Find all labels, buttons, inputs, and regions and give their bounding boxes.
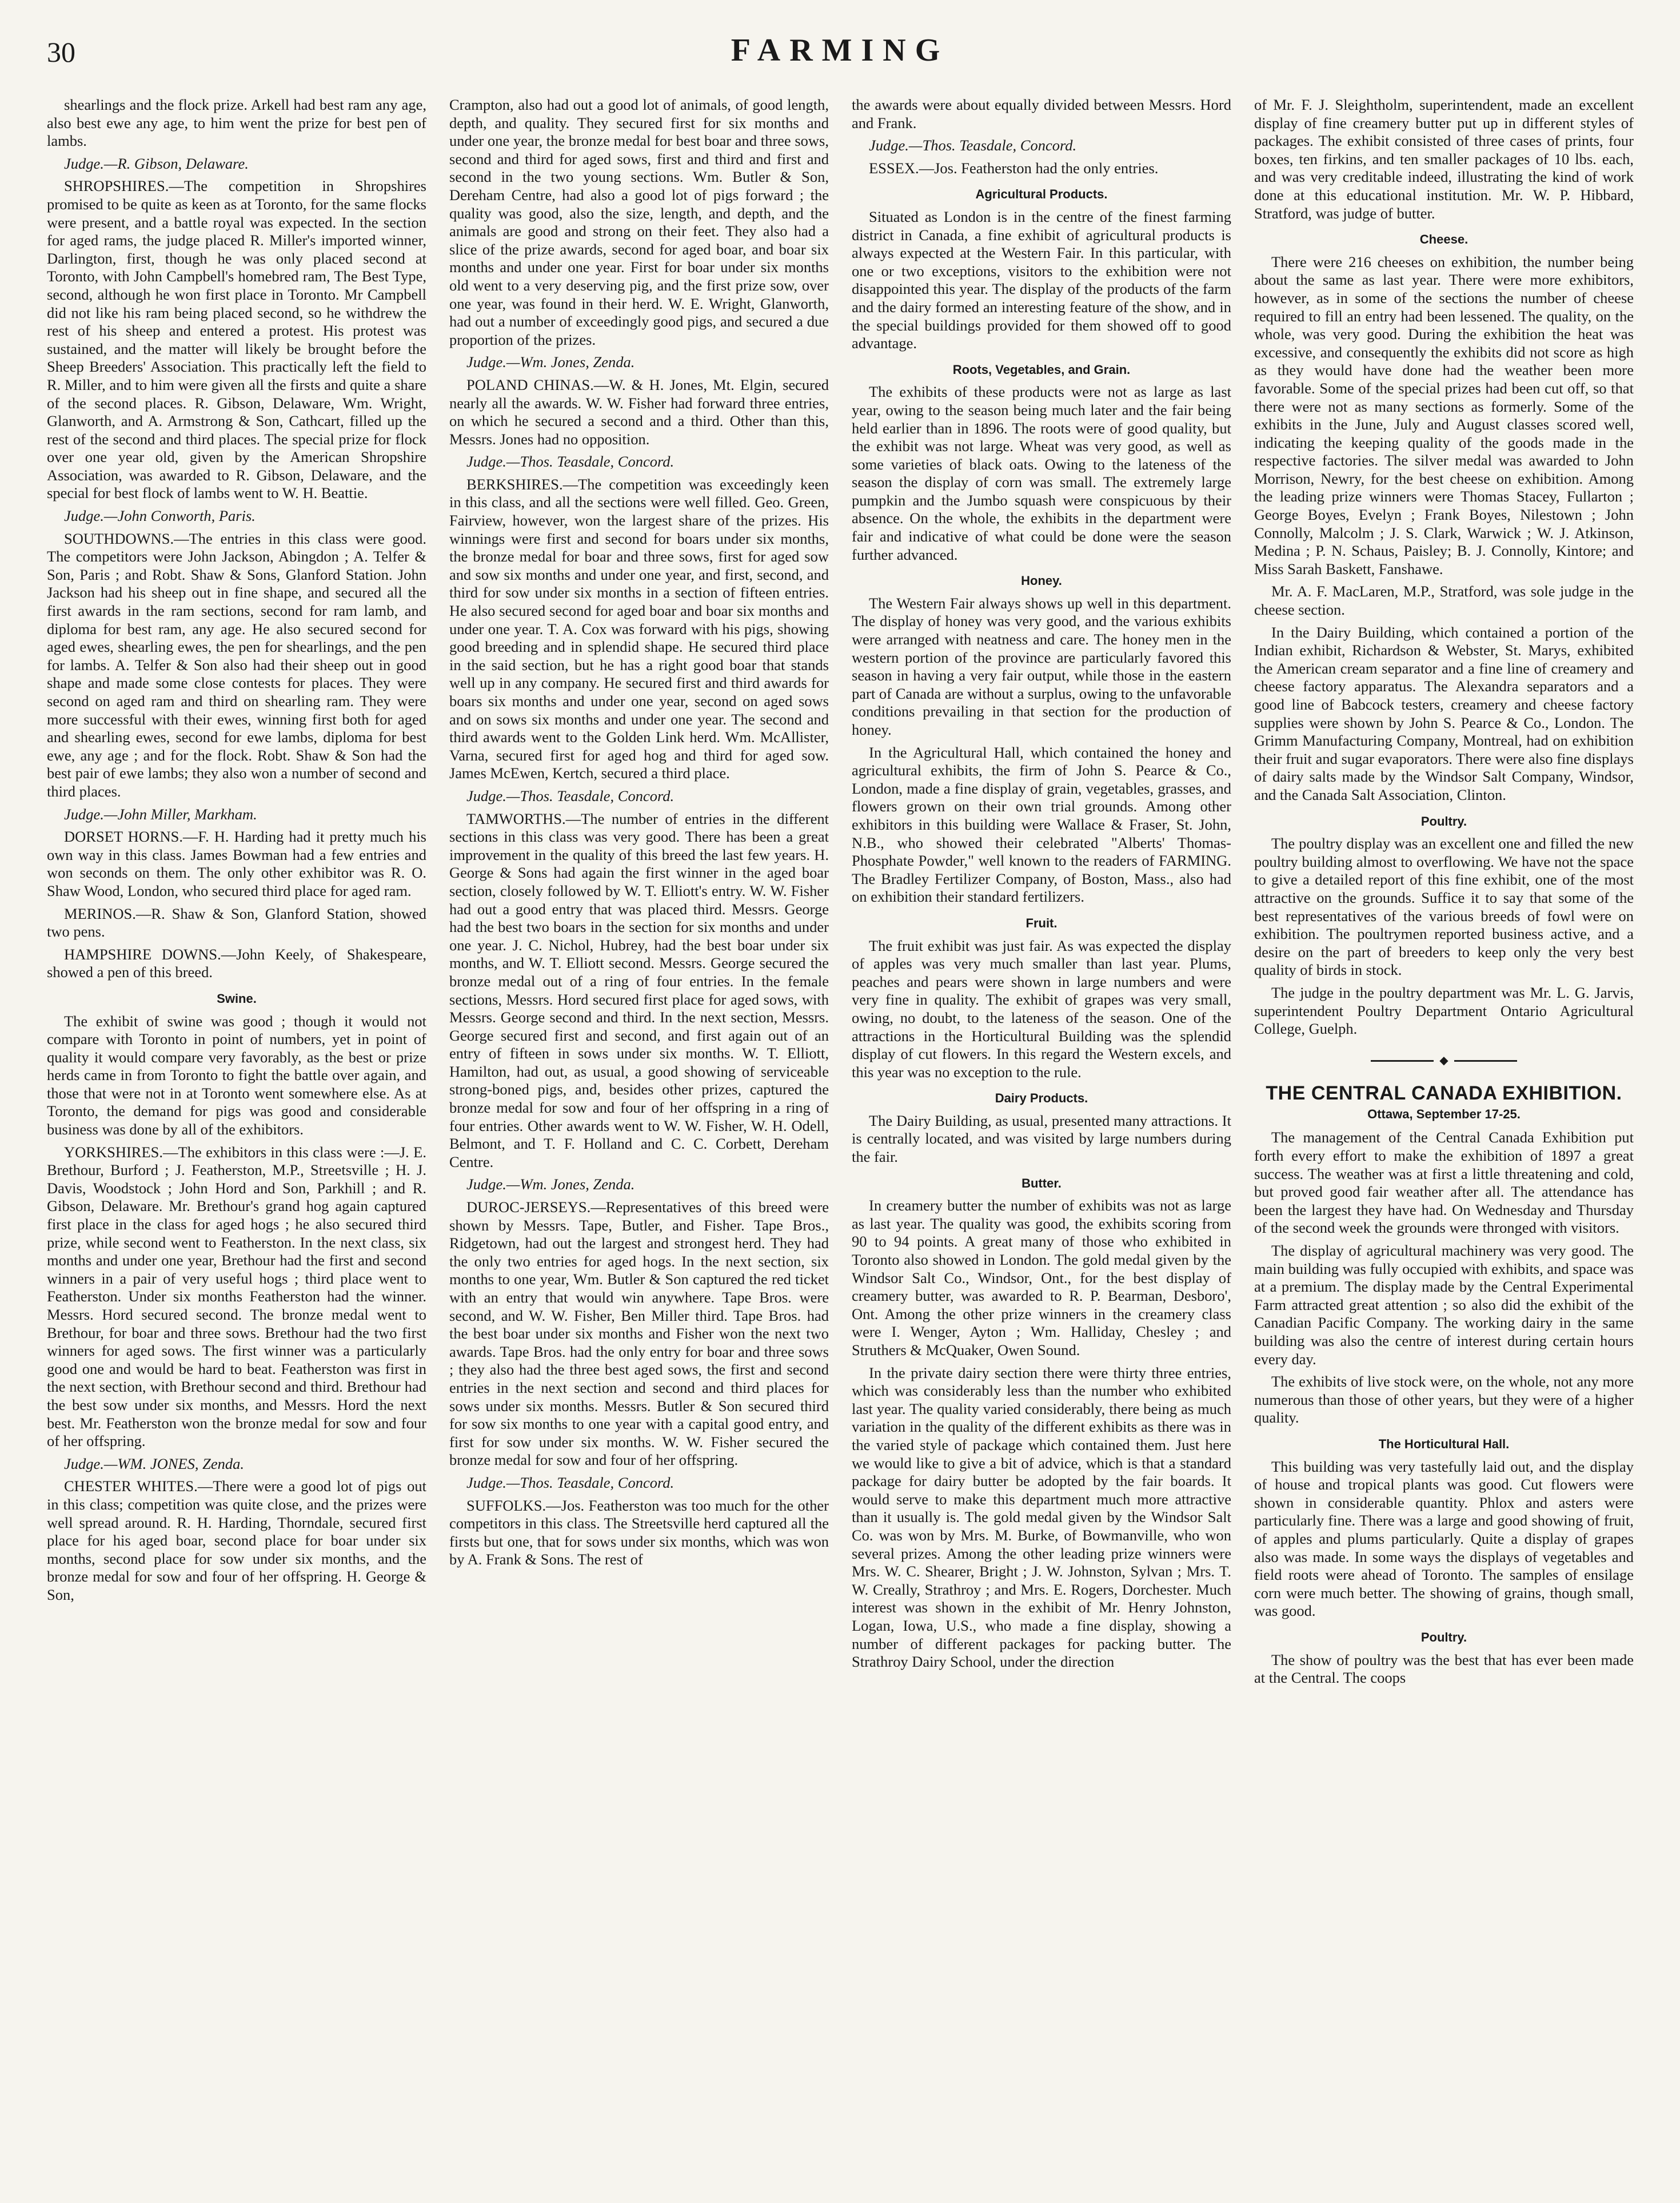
paragraph: YORKSHIRES.—The exhibitors in this class were :—J. E. Brethour, Burford ; J. Featherston, M.P., Streetsville ; H. J. Davis, Woodstock ; John Hord and Son, Parkhill ; and R. Gibson, Delaware. Mr. Brethour's grand hog again captured first place in the class for aged hogs ; he also secured third prize, while second went to Featherston. In the next class, six months and under one year, Brethour had the first and second winners in a pair of very useful hogs ; third place went to Featherston. Under six months Featherston had the winner. Messrs. Hord secured second. The bronze medal went to Brethour, for boar and three sows. Brethour had the two first winners for aged sows. The first winner was a particularly good one and would be hard to beat. Featherston was first in the next section, with Brethour second and third. Brethour had the best sow under six months, and Messrs. Hord the next best. Mr. Featherston won the bronze medal for sow and four of her offspring. xyxy=(47,1143,426,1450)
section-heading: The Horticultural Hall. xyxy=(1378,1436,1510,1451)
paragraph: POLAND CHINAS.—W. & H. Jones, Mt. Elgin, secured nearly all the awards. W. W. Fisher had forward three entries, on which he secured a second and a third. Other than this, Messrs. Jones had no opposition. xyxy=(449,376,829,448)
paragraph: The exhibit of swine was good ; though it would not compare with Toronto in point of numbers, yet in point of quality it would compare very favorably, as the best or prize herds came in from Toronto to fight the battle over again, and those that were not in at Toronto went somewhere else. As at Toronto, the demand for pigs was good and considerable business was done by all of the exhibitors. xyxy=(47,1012,426,1138)
paragraph: DUROC-JERSEYS.—Representatives of this breed were shown by Messrs. Tape, Butler, and Fisher. Tape Bros., Ridgetown, had out the largest and strongest herd. They had the only two entries for aged hogs. In the next section, six months to one year, Wm. Butler & Son captured the red ticket with an entry that would win anywhere. Tape Bros. were second, and W. W. Fisher, Ben Miller third. Tape Bros. had the best boar under six months and Fisher won the next two awards. Tape Bros. had the only entry for boar and three sows ; they also had the three best aged sows, the first and second entries in the next section and second and third places for sows under six months. Messrs. Butler & Son secured third for sow six months to one year with a capital good entry, and first for sow under six months. W. W. Fisher secured the bronze medal for sow and four of her offspring. xyxy=(449,1198,829,1469)
paragraph: The exhibits of these products were not as large as last year, owing to the season being much later and the fair being held earlier than in 1896. The roots were of good quality, but the exhibit was not large. Wheat was very good, as well as some varieties of black oats. Owing to the lateness of the season the display of corn was small. The extremely large pumpkin and the Jumbo squash were conspicuous by their absence. On the whole, the exhibits in the department were fair and indicative of what could be done were the season further advanced. xyxy=(852,383,1231,563)
paragraph: The judge in the poultry department was Mr. L. G. Jarvis, superintendent Poultry Department Ontario Agricultural College, Guelph. xyxy=(1254,983,1634,1038)
column-2 xyxy=(449,96,829,2183)
column-3 xyxy=(852,96,1231,2183)
divider-rule xyxy=(1371,1060,1434,1062)
section-heading: Roots, Vegetables, and Grain. xyxy=(952,362,1131,377)
paragraph: DORSET HORNS.—F. H. Harding had it pretty much his own way in this class. James Bowman had a few entries and won seconds on them. The only other exhibitor was R. O. Shaw Wood, London, who secured third place for aged ram. xyxy=(47,828,426,899)
paragraph: SHROPSHIRES.—The competition in Shropshires promised to be quite as keen as at Toronto, for the same flocks were present, and a battle royal was expected. In the section for aged rams, the judge placed R. Miller's imported winner, Darlington, first, though he was only placed second at Toronto, with John Campbell's homebred ram, The Best Type, second, although he won first place in Toronto. Mr Campbell did not like his ram being placed second, so he withdrew the rest of his sheep and entered a protest. His protest was sustained, and the matter will likely be brought before the Sheep Breeders' Association. This practically left the field to R. Miller, and to him were given all the firsts and quite a share of the second places. R. Gibson, Delaware, Wm. Wright, Glanworth, and A. Armstrong & Son, Cathcart, filled up the rest of the second and third places. The special prize for flock over one year old, given by the American Shropshire Association, was awarded to R. Gibson, Delaware, and the special for best flock of lambs went to W. H. Beattie. xyxy=(47,177,426,502)
paragraph: SUFFOLKS.—Jos. Featherston was too much for the other competitors in this class. The Streetsville herd captured all the firsts but one, that for sows under six months, which was won by A. Frank & Sons. The rest of xyxy=(449,1496,829,1568)
paragraph: The Dairy Building, as usual, presented many attractions. It is centrally located, and was visited by large numbers during the fair. xyxy=(852,1112,1231,1166)
paragraph: In creamery butter the number of exhibits was not as large as last year. The quality was good, the exhibits scoring from 90 to 94 points. A great many of those who exhibited in Toronto also showed in London. The gold medal given by the Windsor Salt Co., Windsor, Ont., for the best display of creamery butter, was awarded to R. P. Bearman, Desboro', Ont. Among the other prize winners in the creamery class were I. Wenger, Ayton ; Wm. Halliday, Chesley ; and Struthers & McQuaker, Owen Sound. xyxy=(852,1197,1231,1359)
paragraph: The poultry display was an excellent one and filled the new poultry building almost to overflowing. We have not the space to give a detailed report of this fine exhibit, one of the most attractive on the grounds. Suffice it to say that some of the best representatives of the various breeds of fowl were on exhibition. The poultrymen reported business active, and a desire on the part of breeders to keep only the very best quality of birds in stock. xyxy=(1254,835,1634,979)
judge-line: Judge.—John Conworth, Paris. xyxy=(64,507,256,525)
judge-line: Judge.—John Miller, Markham. xyxy=(64,805,257,823)
paragraph: The fruit exhibit was just fair. As was expected the display of apples was very much smaller than last year. Plums, peaches and pears were shown in large numbers and were very fine in quality. The exhibit of grapes was very small, owing, no doubt, to the lateness of the season. One of the attractions in the Horticultural Building was the splendid display of cut flowers. In this regard the Western excels, and this year was no exception to the rule. xyxy=(852,937,1231,1081)
paragraph: of Mr. F. J. Sleightholm, superintendent, made an excellent display of fine creamery butter put up in different styles of packages. The exhibit consisted of three cases of prints, four boxes, ten firkins, and ten smaller packages of 10 lbs. each, and was very creditable indeed, illustrating the kind of work done at this educational institution. Mr. W. P. Hibbard, Stratford, was judge of butter. xyxy=(1254,96,1634,222)
divider-rule xyxy=(1454,1060,1517,1062)
judge-line: Judge.—Thos. Teasdale, Concord. xyxy=(869,137,1077,154)
paragraph: The exhibits of live stock were, on the whole, not any more numerous than those of other years, but they were of a higher quality. xyxy=(1254,1373,1634,1427)
judge-line: Judge.—Thos. Teasdale, Concord. xyxy=(466,1473,675,1491)
paragraph: Crampton, also had out a good lot of animals, of good length, depth, and quality. They secured first for six months and under one year, the bronze medal for best boar and three sows, second and third for aged sows, first and third and first and second in the two young sections. Wm. Butler & Son, Dereham Centre, had also a good lot of pigs forward ; the quality was good, also the size, length, and depth, and the animals are good and strong on their feet. They also had a slice of the prize awards, second for aged boar, and boar six months and under one year. First for boar under six months old went to a very deserving pig, and the first prize sow, over one year, was found in their herd. W. E. Wright, Glanworth, had out a number of exceedingly good pigs, and secured a due proportion of the prizes. xyxy=(449,96,829,348)
paragraph: In the Agricultural Hall, which contained the honey and agricultural exhibits, the firm of John S. Pearce & Co., London, made a fine display of grain, vegetables, grasses, and flowers grown on their own trial grounds. Among other exhibitors in this building were Wallace & Fraser, St. John, N.B., who showed their celebrated "Alberts' Thomas-Phosphate Powder," well known to the readers of FARMING. The Bradley Fertilizer Company, of Boston, Mass., also had on exhibition their standard fertilizers. xyxy=(852,743,1231,906)
column-4 xyxy=(1254,96,1634,2183)
paragraph: The Western Fair always shows up well in this department. The display of honey was very good, and the various exhibits were arranged with neatness and care. The honey men in the western portion of the province are particularly favored this season in having a very fair output, while those in the eastern part of Canada are without a surplus, owing to the unfavorable conditions prevailing in that section for the production of honey. xyxy=(852,594,1231,738)
paragraph: In the Dairy Building, which contained a portion of the Indian exhibit, Richardson & Webster, St. Marys, exhibited the American cream separator and a fine line of creamery and cheese factory apparatus. The Alexandra separators and a good line of Babcock testers, creamery and cheese factory supplies were shown by John S. Pearce & Co., London. The Grimm Manufacturing Company, Montreal, had on exhibition their fruit and sugar evaporators. There were also fine displays of dairy salts made by the Windsor Salt Company, Windsor, and the Canada Salt Association, Clinton. xyxy=(1254,623,1634,803)
running-head: FARMING xyxy=(731,33,949,68)
section-heading: Poultry. xyxy=(1420,814,1467,828)
section-heading: Dairy Products. xyxy=(995,1091,1088,1106)
paragraph: SOUTHDOWNS.—The entries in this class were good. The competitors were John Jackson, Abingdon ; A. Telfer & Son, Paris ; and Robt. Shaw & Sons, Glanford Station. John Jackson had his sheep out in fine shape, and secured all the first awards in the ram sections, second for ram lamb, and diploma for best ram, any age. He also secured second for aged ewes, shearling ewes, the pen for shearlings, and the pen for lambs. A. Telfer & Son also had their sheep out in good shape and made some close contests for places. They were second on aged ram and third on shearling ram. They were more successful with their ewes, winning first both for aged and shearling ewes, second for ewe lambs, diploma for best ewe, any age ; and for the flock. Robt. Shaw & Son had the best pair of ewe lambs; they also won a number of second and third places. xyxy=(47,529,426,800)
section-heading: Butter. xyxy=(1021,1176,1062,1190)
paragraph: The display of agricultural machinery was very good. The main building was fully occupied with exhibits, and space was at a premium. The display made by the Central Experimental Farm attracted great attention ; so also did the exhibit of the Canadian Pacific Company. The working dairy in the same building was also the centre of interest during certain hours every day. xyxy=(1254,1242,1634,1368)
divider-ornament-icon: ◆ xyxy=(1439,1054,1448,1067)
column-1 xyxy=(47,96,426,2183)
section-heading: Honey. xyxy=(1021,573,1062,588)
paragraph: ESSEX.—Jos. Featherston had the only entries. xyxy=(869,159,1159,177)
article-columns xyxy=(47,96,1634,2183)
paragraph: CHESTER WHITES.—There were a good lot of pigs out in this class; competition was quite close, and the prizes were well spread around. R. H. Harding, Thorndale, secured first place for his aged boar, second place for boar under six months, second place for sow under six months, and the bronze medal for sow and four of her offspring. H. George & Son, xyxy=(47,1477,426,1603)
paragraph: MERINOS.—R. Shaw & Son, Glanford Station, showed two pens. xyxy=(47,905,426,941)
paragraph: This building was very tastefully laid out, and the display of house and tropical plants was good. Cut flowers were shown in considerable quantity. Phlox and asters were particularly fine. There was a large and good showing of fruit, of apples and plums particularly. Quite a display of grapes also was made. In some ways the displays of vegetables and field roots were ahead of Toronto. The samples of ensilage corn were much better. The showing of grains, though small, was good. xyxy=(1254,1457,1634,1620)
paragraph: The management of the Central Canada Exhibition put forth every effort to make the exhibition of 1897 a great success. The weather was at first a little threatening and cold, but proved good fair weather after all. The attendance has been the largest they have had. On Wednesday and Thursday of the second week the grounds were thronged with visitors. xyxy=(1254,1129,1634,1237)
section-heading: Agricultural Products. xyxy=(975,187,1108,202)
section-heading: Cheese. xyxy=(1419,232,1468,247)
paragraph: There were 216 cheeses on exhibition, the number being about the same as last year. There were more exhibitors, however, as in some of the sections the number of cheese required to fill an entry had been lessened. The quality, on the whole, was very good. During the exhibition the heat was excessive, and consequently the exhibits did not score as high as they would have done had the weather been more favorable. Some of the special prizes had been cut off, so that there were not as many sections as formerly. Some of the exhibits in the June, July and August classes scored well, indicating the keeping quality of the goods made in the respective factories. The silver medal was awarded to John Morrison, Newry, for the best cheese on exhibition. Among the leading prize winners were Thomas Stacey, Fullarton ; George Boyes, Evelyn ; Frank Boyes, Nilestown ; John Connolly, Malcolm ; J. S. Clark, Warwick ; W. J. Atkinson, Medina ; P. N. Schaus, Paisley; B. J. Connolly, Kintore; and Miss Sarah Baskett, Fanshawe. xyxy=(1254,253,1634,577)
section-divider xyxy=(1254,1052,1634,1070)
judge-line: Judge.—R. Gibson, Delaware. xyxy=(64,154,249,172)
article-dateline: Ottawa, September 17-25. xyxy=(1367,1106,1521,1121)
section-heading: Poultry. xyxy=(1420,1630,1467,1644)
section-heading: Swine. xyxy=(217,991,257,1006)
paragraph: In the private dairy section there were thirty three entries, which was considerably less than the number who exhibited last year. The quality varied considerably, there being as much variation in the quality of the different exhibits as there was in the varied style of package which contained them. Just here we would like to give a bit of advice, which is that a standard package for dairy butter be adopted by the fair boards. It would serve to make this department much more attractive than it usually is. The gold medal given by the Windsor Salt Co. was won by Mrs. M. Burke, of Bowmanville, who won several prizes. Among the other leading prize winners were Mrs. W. C. Shearer, Bright ; J. W. Johnston, Sylvan ; Mrs. T. W. Creally, Strathroy ; and Mrs. E. Rogers, Dorchester. Much interest was shown in the exhibit of Mr. Henry Johnston, Logan, Iowa, U.S., who made a fine display, showing a number of different packages for packing butter. The Strathroy Dairy School, under the direction xyxy=(852,1364,1231,1671)
judge-line: Judge.—WM. JONES, Zenda. xyxy=(64,1455,244,1472)
judge-line: Judge.—Wm. Jones, Zenda. xyxy=(466,353,635,371)
paragraph: Situated as London is in the centre of the finest farming district in Canada, a fine exhibit of agricultural products is always expected at the Western Fair. In this particular, with one or two exceptions, visitors to the exhibition were not disappointed this year. The display of the products of the farm and the dairy formed an interesting feature of the show, and in the special buildings provided for them showed off to good advantage. xyxy=(852,208,1231,352)
article-title: THE CENTRAL CANADA EXHIBITION. xyxy=(1266,1082,1622,1105)
paragraph: The show of poultry was the best that has ever been made at the Central. The coops xyxy=(1254,1651,1634,1687)
paragraph: TAMWORTHS.—The number of entries in the different sections in this class was very good. There has been a great improvement in the quality of this breed the last few years. H. George & Sons had again the first winner in the aged boar section, closely followed by W. T. Elliott's entry. W. W. Fisher had out a good entry that was placed third. Messrs. George had the best two boars in the section for six months and under one year. J. C. Nichol, Hubrey, had the best boar under six months, and W. T. Elliott second. Messrs. George secured the bronze medal out of a ring of four entries. In the female sections, Messrs. Hord secured first place for aged sows, with Messrs. George second and third. In the next section, Messrs. George secured first and second, and first again out of an entry of fifteen in sows under six months. W. T. Elliott, Hamilton, had out, as usual, a good showing of serviceable strong-boned pigs, and, besides other prizes, captured the bronze medal for sow and four of her offspring in a ring of four entries. Other awards went to W. W. Fisher, W. H. Odell, Belmont, and T. F. Holland and C. C. Corbett, Dereham Centre. xyxy=(449,810,829,1170)
paragraph: BERKSHIRES.—The competition was exceedingly keen in this class, and all the sections were well filled. Geo. Green, Fairview, however, won the largest share of the prizes. His winnings were first and second for boars under six months, the bronze medal for boar and three sows, first for aged sow and sow six months and under one year, and first, second, and third for sow under six months in a section of fifteen entries. He also secured second for aged boar and boar six months and under one year. T. A. Cox was forward with his pigs, showing good breeding and in splendid shape. He secured third place in the said section, but he has a right good boar that stands well up in any company. He secured first and third awards for boars six months and under one year, second on aged sows and on sows six months and under one year. The second and third awards went to the Golden Link herd. Wm. McAllister, Varna, secured first for aged hog and third for aged sow. James McEwen, Kertch, secured a third place. xyxy=(449,475,829,782)
judge-line: Judge.—Thos. Teasdale, Concord. xyxy=(466,787,675,804)
judge-line: Judge.—Thos. Teasdale, Concord. xyxy=(466,453,675,471)
paragraph: HAMPSHIRE DOWNS.—John Keely, of Shakespeare, showed a pen of this breed. xyxy=(47,945,426,981)
page-number: 30 xyxy=(47,36,75,68)
paragraph: the awards were about equally divided between Messrs. Hord and Frank. xyxy=(852,96,1231,132)
paragraph: shearlings and the flock prize. Arkell had best ram any age, also best ewe any age, to him went the prize for best pen of lambs. xyxy=(47,96,426,150)
judge-line: Judge.—Wm. Jones, Zenda. xyxy=(466,1176,635,1193)
section-heading: Fruit. xyxy=(1025,915,1058,930)
paragraph: Mr. A. F. MacLaren, M.P., Stratford, was sole judge in the cheese section. xyxy=(1254,583,1634,619)
